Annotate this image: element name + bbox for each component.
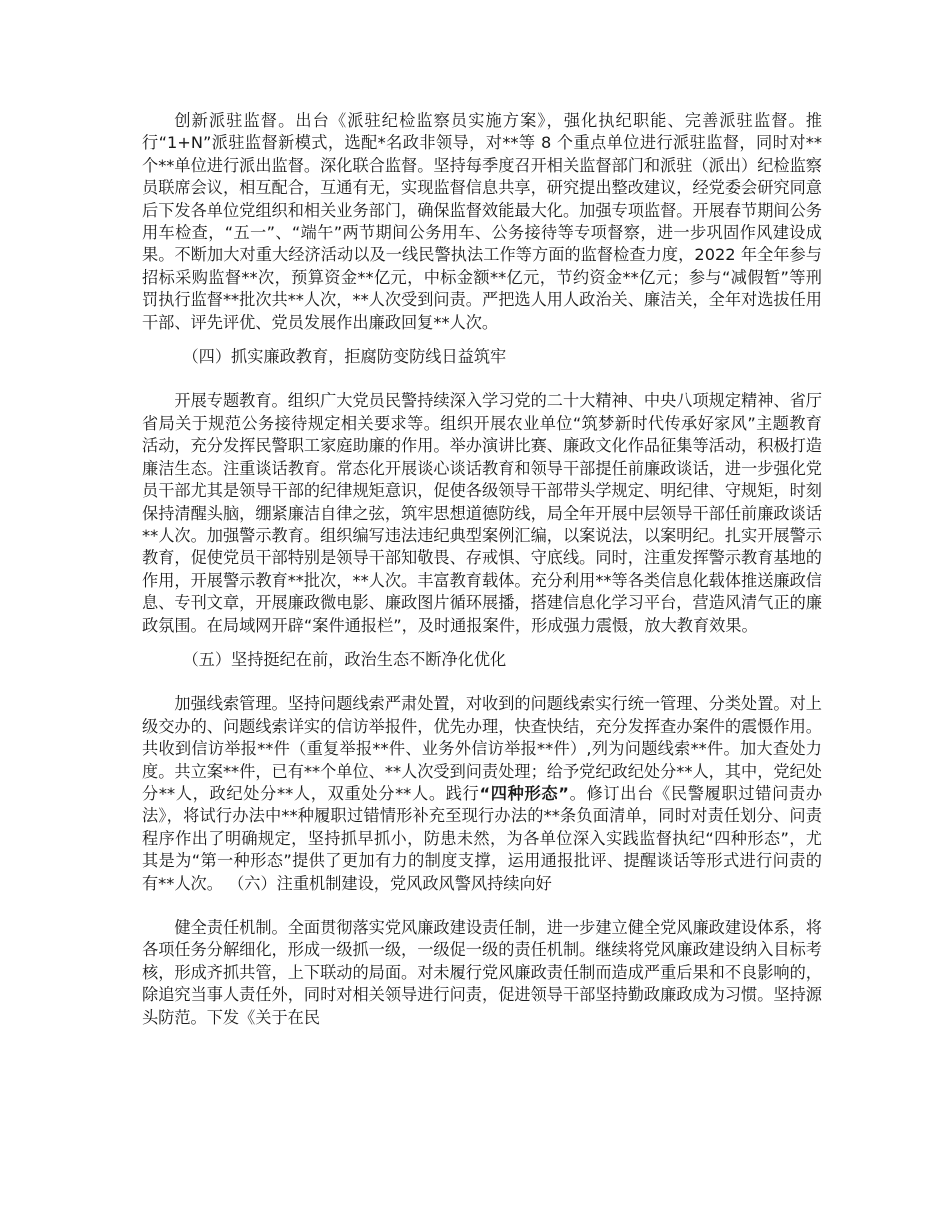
four-forms-term: “四种形态” xyxy=(479,783,569,803)
paragraph-supervision: 创新派驻监督。出台《派驻纪检监察员实施方案》，强化执纪职能、完善派驻监督。推行“1+N”派驻监督新模式，选配*名政非领导，对**等 8 个重点单位进行派驻监督，同时对**个**单位进行派出监督。深化联合监督。坚持每季度召开相关监督部门和派驻（派出）纪检监察员联席会议，相互配合，互通有无，实现监督信息共享，研究提出整改建议，经党委会研究同意后下发各单位党组织和相关业务部门，确保监督效能最大化。加强专项监督。开展春节期间公务用车检查，“五一”、“端午”两节期间公务用车、公务接待等专项督察，进一步巩固作风建设成果。不断加大对重大经济活动以及一线民警执法工作等方面的监督检查力度，2022 年全年参与招标采购监督**次，预算资金**亿元，中标金额**亿元，节约资金**亿元；参与“减假暂”等刑罚执行监督**批次共**人次，**人次受到问责。严把选人用人政治关、廉洁关，全年对选拔任用干部、评先评优、党员发展作出廉政回复**人次。 xyxy=(142,111,822,332)
paragraph-discipline-part-b: 。修订出台《民警履职过错问责办法》，将试行办法中**种履职过错情形补充至现行办法的**条负面清单，同时对责任划分、问责程序作出了明确规定，坚持抓早抓小，防患未然，为各单位深入实践监督执纪“四种形态”，尤其是为“第一种形态”提供了更加有力的制度支撑，运用通报批评、提醒谈话等形式进行问责的有**人次。 （六）注重机制建设，党风政风警风持续向好 xyxy=(142,783,823,893)
section-heading-5: （五）坚持挺纪在前，政治生态不断净化优化 xyxy=(182,649,507,669)
paragraph-education: 开展专题教育。组织广大党员民警持续深入学习党的二十大精神、中央八项规定精神、省厅省局关于规范公务接待规定相关要求等。组织开展农业单位“筑梦新时代传承好家风”主题教育活动，充分发挥民警职工家庭助廉的作用。举办演讲比赛、廉政文化作品征集等活动，积极打造廉洁生态。注重谈话教育。常态化开展谈心谈话教育和领导干部提任前廉政谈话，进一步强化党员干部尤其是领导干部的纪律规矩意识，促使各级领导干部带头学规定、明纪律、守规矩，时刻保持清醒头脑，绷紧廉洁自律之弦，筑牢思想道德防线，局全年开展中层领导干部任前廉政谈话**人次。加强警示教育。组织编写违法违纪典型案例汇编，以案说法，以案明纪。扎实开展警示教育，促使党员干部特别是领导干部知敬畏、存戒惧、守底线。同时，注重发挥警示教育基地的作用，开展警示教育**批次，**人次。丰富教育载体。充分利用**等各类信息化载体推送廉政信息、专刊文章，开展廉政微电影、廉政图片循环展播，搭建信息化学习平台，营造风清气正的廉政氛围。在局域网开辟“案件通报栏”，及时通报案件，形成强力震慑，放大教育效果。 xyxy=(142,391,822,635)
section-heading-4: （四）抓实廉政教育，拒腐防变防线日益筑牢 xyxy=(182,347,507,367)
paragraph-discipline-part-a: 加强线索管理。坚持问题线索严肃处置，对收到的问题线索实行统一管理、分类处置。对上级交办的、问题线索详实的信访举报件，优先办理，快查快结，充分发挥查办案件的震慑作用。共收到信访举报**件（重复举报**件、业务外信访举报**件）,列为问题线索**件。加大查处力度。共立案**件，已有**个单位、**人次受到问责处理；给予党纪政纪处分**人，其中，党纪处分**人，政纪处分**人，双重处分**人。践行 xyxy=(142,694,822,803)
paragraph-responsibility: 健全责任机制。全面贯彻落实党风廉政建设责任制，进一步建立健全党风廉政建设体系，将各项任务分解细化，形成一级抓一级，一级促一级的责任机制。继续将党风廉政建设纳入目标考核，形成齐抓共管，上下联动的局面。对未履行党风廉政责任制而造成严重后果和不良影响的，除追究当事人责任外，同时对相关领导进行问责，促进领导干部坚持勤政廉政成为习惯。坚持源头防范。下发《关于在民 xyxy=(142,918,822,1027)
paragraph-discipline xyxy=(142,693,822,895)
document-body xyxy=(142,110,822,1029)
